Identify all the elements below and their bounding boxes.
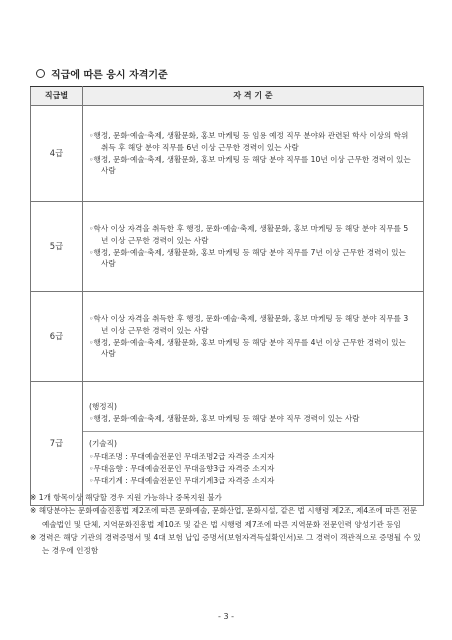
table-header-row	[31, 87, 424, 106]
criteria-item: ◦행정, 문화·예술·축제, 생활문화, 홍보 마케팅 등 해당 분야 직무 경력이 있는 사람	[89, 414, 360, 424]
grade-cell: 6급	[31, 292, 83, 382]
page-number: - 3 -	[218, 612, 234, 621]
section-title	[36, 66, 168, 81]
table-row	[31, 202, 424, 292]
criteria-item: ◦무대기계 : 무대예술전문인 무대기계3급 자격증 소지자	[89, 475, 275, 485]
grade-cell: 7급	[31, 382, 83, 506]
tech-track-title: (기술직)	[89, 439, 117, 449]
criteria-cell	[83, 106, 424, 202]
notes-section	[30, 491, 422, 557]
note-item: ※ 1개 항목이상 해당할 경우 지원 가능하나 중복지원 불가	[30, 493, 222, 502]
criteria-item: ◦행정, 문화·예술·축제, 생활문화, 홍보 마케팅 등 해당 분야 직무를 4년 이상 근무한 경력이 있는 사람	[89, 337, 406, 359]
criteria-item: ◦학사 이상 자격을 취득한 후 행정, 문화·예술·축제, 생활문화, 홍보 마케팅 등 해당 분야 직무를 3년 이상 근무한 경력이 있는 사람	[89, 313, 409, 335]
note-item: ※ 해당분야는 문화예술진흥법 제2조에 따른 문화예술, 문화산업, 문화시설, 같은 법 시행령 제2조, 제4조에 따른 전문예술법인 및 단체, 지역문화진흥법 제10조 및 같은 법 시행령 제7조에 따른 지역문화 전문인력 양성기관 등임	[30, 506, 418, 529]
admin-track-title: (행정직)	[89, 401, 117, 411]
criteria-cell	[83, 382, 424, 506]
criteria-cell	[83, 202, 424, 292]
note-item: ※ 경력은 해당 기관의 경력증명서 및 4대 보험 납입 증명서(보험자격득실확인서)로 그 경력이 객관적으로 증명될 수 있는 경우에 인정함	[30, 532, 421, 556]
criteria-cell	[83, 292, 424, 382]
criteria-item: ◦행정, 문화·예술·축제, 생활문화, 홍보 마케팅 등 해당 분야 직무를 7년 이상 근무한 경력이 있는 사람	[89, 247, 406, 269]
criteria-item: ◦무대음향 : 무대예술전문인 무대음향3급 자격증 소지자	[89, 463, 275, 473]
tech-track-section	[83, 431, 423, 486]
table-row	[31, 382, 424, 506]
header-criteria: 자 격 기 준	[83, 87, 424, 106]
qualification-table	[30, 86, 424, 506]
header-grade: 직급별	[31, 87, 83, 106]
table-row	[31, 292, 424, 382]
circle-bullet-icon	[36, 69, 45, 78]
criteria-item: ◦행정, 문화·예술·축제, 생활문화, 홍보 마케팅 등 임용 예정 직무 분야와 관련된 학사 이상의 학위 취득 후 해당 분야 직무를 6년 이상 근무한 경력이 있는 사람	[89, 130, 409, 152]
criteria-item: ◦학사 이상 자격을 취득한 후 행정, 문화·예술·축제, 생활문화, 홍보 마케팅 등 해당 분야 직무를 5년 이상 근무한 경력이 있는 사람	[89, 223, 409, 245]
grade-cell: 5급	[31, 202, 83, 292]
grade-cell: 4급	[31, 106, 83, 202]
criteria-item: ◦무대조명 : 무대예술전문인 무대조명2급 자격증 소지자	[89, 452, 275, 461]
section-title-text: 직급에 따른 응시 자격기준	[51, 70, 168, 81]
table-row	[31, 106, 424, 202]
admin-track-section	[89, 401, 415, 426]
criteria-item: ◦행정, 문화·예술·축제, 생활문화, 홍보 마케팅 등 해당 분야 직무를 10년 이상 근무한 경력이 있는 사람	[89, 154, 411, 176]
